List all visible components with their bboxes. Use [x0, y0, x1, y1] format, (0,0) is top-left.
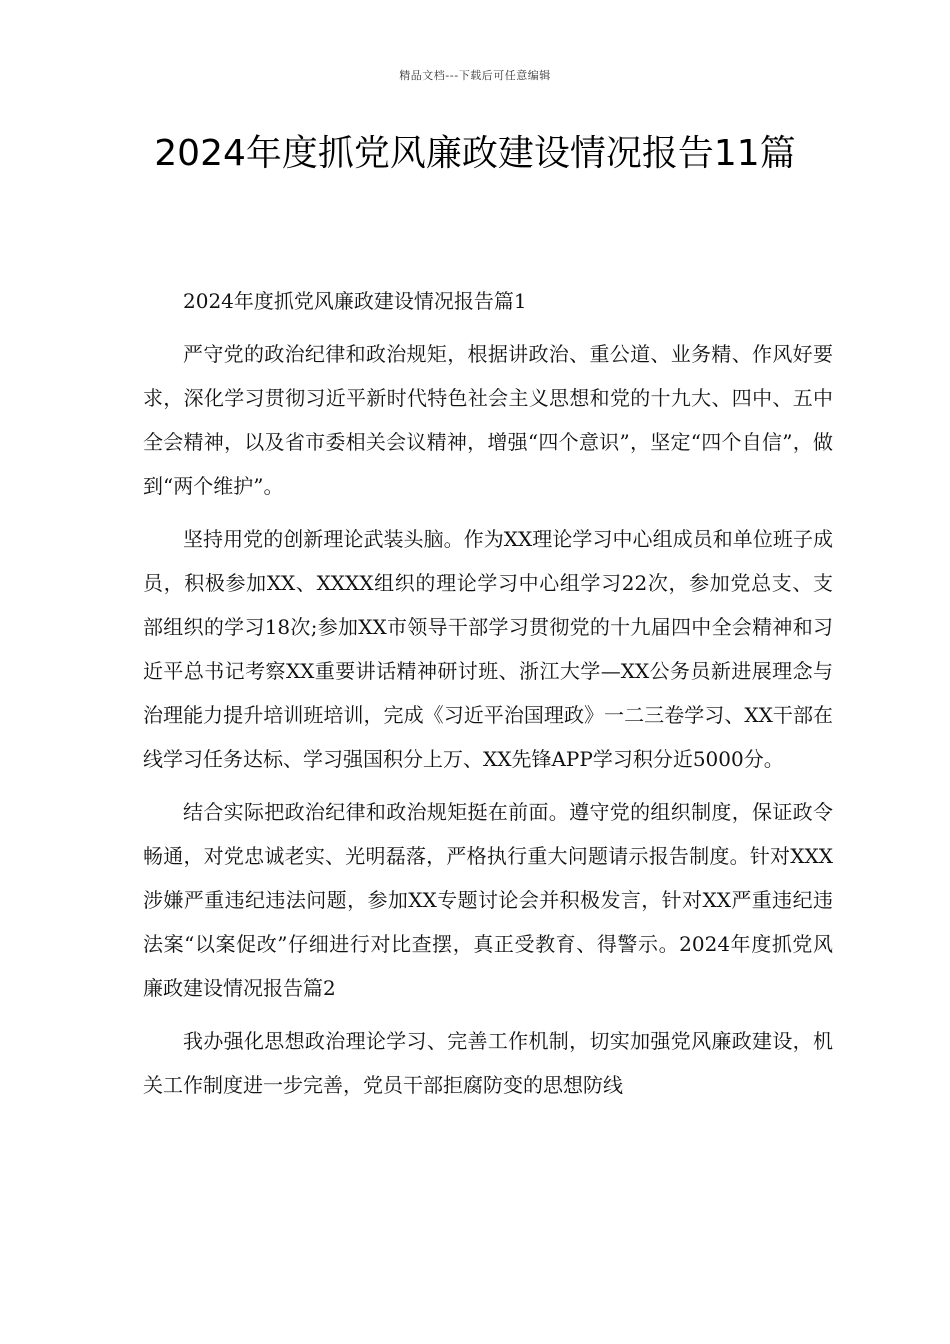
document-body	[143, 279, 833, 1107]
paragraph: 我办强化思想政治理论学习、完善工作机制，切实加强党风廉政建设，机关工作制度进一步完善，党员干部拒腐防变的思想防线	[143, 1029, 833, 1097]
paragraph: 结合实际把政治纪律和政治规矩挺在前面。遵守党的组织制度，保证政令畅通，对党忠诚老实、光明磊落，严格执行重大问题请示报告制度。针对XXX涉嫌严重违纪违法问题，参加XX专题讨论会并积极发言，针对XX严重违纪违法案“以案促改”仔细进行对比查摆，真正受教育、得警示。2024年度抓党风廉政建设情况报告篇2	[143, 800, 833, 1000]
paragraph: 严守党的政治纪律和政治规矩，根据讲政治、重公道、业务精、作风好要求，深化学习贯彻习近平新时代特色社会主义思想和党的十九大、四中、五中全会精神，以及省市委相关会议精神，增强“四个意识”，坚定“四个自信”，做到“两个维护”。	[143, 342, 833, 498]
document-title: 2024年度抓党风廉政建设情况报告11篇	[154, 133, 796, 174]
header-note: 精品文档---下载后可任意编辑	[399, 69, 551, 82]
paragraph: 坚持用党的创新理论武装头脑。作为XX理论学习中心组成员和单位班子成员，积极参加XX、XXXX组织的理论学习中心组学习22次，参加党总支、支部组织的学习18次;参加XX市领导干部学习贯彻党的十九届四中全会精神和习近平总书记考察XX重要讲话精神研讨班、浙江大学—XX公务员新进展理念与治理能力提升培训班培训，完成《习近平治国理政》一二三卷学习、XX干部在线学习任务达标、学习强国积分上万、XX先锋APP学习积分近5000分。	[143, 527, 833, 771]
section-heading: 2024年度抓党风廉政建设情况报告篇1	[183, 289, 527, 313]
